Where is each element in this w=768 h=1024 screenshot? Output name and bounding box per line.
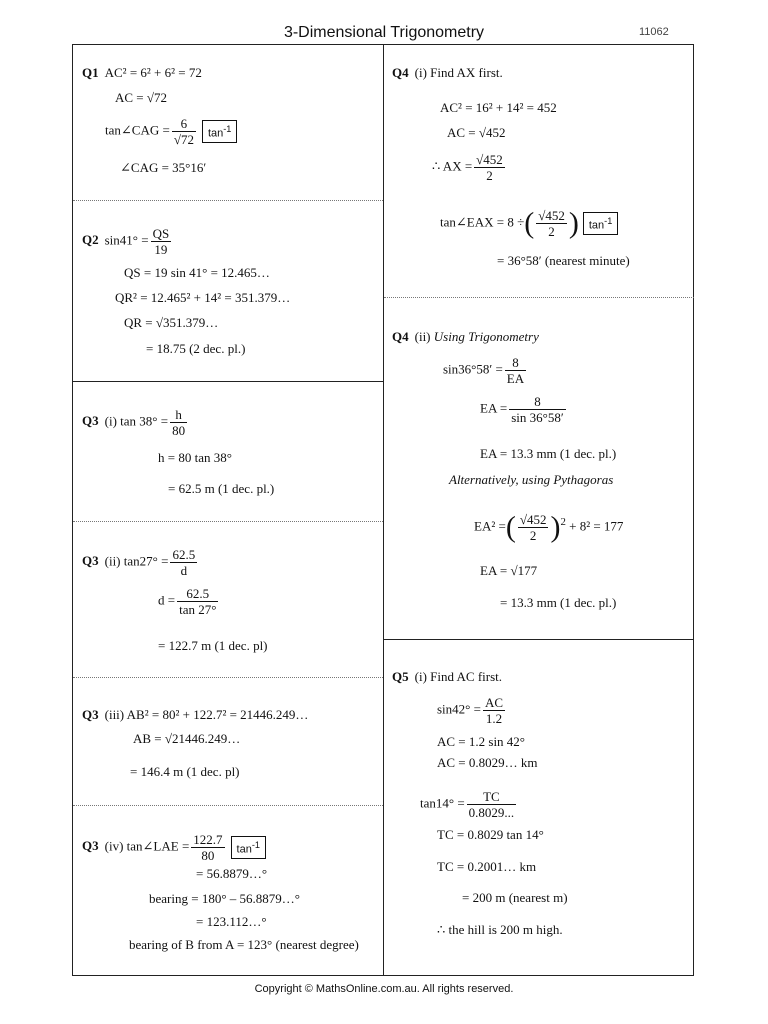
q3iii-label: Q3 — [82, 707, 99, 722]
separator-q3iii-q3iv — [73, 805, 383, 806]
q3i-label: Q3 — [82, 413, 99, 429]
q4i-line-3: ∴ AX = $\frac{√452}{2}$ — [432, 152, 503, 183]
q2-label: Q2 — [82, 232, 99, 248]
q3ii-fraction-1: $\frac{62.5}{d}$ — [172, 547, 196, 578]
q3i-line-1: Q3 (i) tan 38° = $\frac{h}{80}$ — [82, 407, 186, 438]
q1-line-4: ∠CAG = 35°16′ — [120, 160, 207, 175]
q1-line-3: tan∠CAG = $\frac{6}{√72}$ $\tan^{-1}$ — [105, 116, 237, 147]
q4ii-fraction-2: $\frac{8}{\sin 36^\circ 58'}$ — [511, 394, 564, 425]
document-code: 11062 — [639, 26, 669, 38]
q3ii-line-2: d = $\frac{62.5}{\tan 27^\circ}$ — [158, 586, 217, 617]
q2-line-5: = 18.75 (2 dec. pl.) — [146, 341, 246, 356]
q4ii-line-1: sin36°58′ = $\frac{8}{EA}$ — [443, 355, 525, 386]
q3iv-line-4: = 123.112…° — [196, 914, 267, 929]
q4ii-line-4: EA² =( $\frac{√452}{2}$ )$^2$ + 8² = 177 — [474, 510, 624, 544]
q4i-fraction-1: $\frac{√452}{2}$ — [476, 152, 503, 183]
q4i-label: Q4 — [392, 65, 409, 80]
q4ii-line-6: = 13.3 mm (1 dec. pl.) — [500, 595, 617, 610]
q4i-line-5: = 36°58′ (nearest minute) — [497, 253, 630, 268]
q1-line-2: AC = √72 — [115, 90, 168, 105]
q4ii-line-5: EA = √177 — [480, 563, 538, 578]
q2-line-4: QR = √351.379… — [124, 315, 219, 330]
q3ii-line-1: Q3 (ii) tan27° = $\frac{62.5}{d}$ — [82, 547, 196, 578]
q4ii-fraction-1: $\frac{8}{EA}$ — [506, 355, 525, 386]
q4ii-line-intro: Q4 (ii) Using Trigonometry — [392, 329, 539, 344]
q4i-fraction-2: $\frac{√452}{2}$ — [538, 208, 565, 239]
q5-line-6: TC = 0.2001… km — [437, 859, 537, 874]
q2-line-1: Q2 sin41° = $\frac{QS}{19}$ — [82, 226, 170, 257]
separator-q4i-q4ii — [384, 297, 694, 298]
q5-label: Q5 — [392, 669, 409, 684]
q3i-line-2: h = 80 tan 38° — [158, 450, 232, 465]
q5-line-2: AC = 1.2 sin 42° — [437, 734, 526, 749]
q4i-line-1: AC² = 16² + 14² = 452 — [440, 100, 557, 115]
q4ii-line-2: EA = $\frac{8}{\sin 36^\circ 58'}$ — [480, 394, 564, 425]
q5-line-4: tan14° = $\frac{TC}{0.8029...}$ — [420, 789, 515, 820]
copyright-footer: Copyright © MathsOnline.com.au. All rights reserved. — [254, 983, 514, 995]
q3iv-line-5: bearing of B from A = 123° (nearest degree) — [129, 937, 359, 952]
tan-inverse-key: $\tan^{-1}$ — [583, 212, 618, 235]
separator-q3ii-q3iii — [73, 677, 383, 678]
q3i-line-3: = 62.5 m (1 dec. pl.) — [168, 481, 275, 496]
q3iv-label: Q3 — [82, 838, 99, 854]
q5-fraction-1: $\frac{AC}{1.2}$ — [484, 695, 504, 726]
q5-line-1: sin42° = $\frac{AC}{1.2}$ — [437, 695, 504, 726]
q2-line-2: QS = 19 sin 41° = 12.465… — [124, 265, 270, 280]
page-title: 3-Dimensional Trigonometry — [283, 24, 485, 41]
q1-label: Q1 — [82, 65, 99, 80]
q4ii-fraction-3: $\frac{√452}{2}$ — [519, 512, 547, 543]
q3iv-line-2: = 56.8879…° — [196, 866, 268, 881]
q3i-fraction: $\frac{h}{80}$ — [172, 407, 186, 438]
q2-fraction: $\frac{QS}{19}$ — [152, 226, 170, 257]
separator-q2-q3 — [72, 381, 383, 382]
q4ii-label: Q4 — [392, 329, 409, 344]
q4i-line-4: tan∠EAX = 8 ÷( $\frac{√452}{2}$ ) $\tan^{-1}$ — [440, 208, 618, 239]
q5-line-5: TC = 0.8029 tan 14° — [437, 827, 544, 842]
q3ii-label: Q3 — [82, 553, 99, 569]
q5-line-8: ∴ the hill is 200 m high. — [437, 922, 563, 937]
q3iv-fraction: $\frac{122.7}{80}$ — [193, 832, 223, 863]
separator-q1-q2 — [73, 200, 383, 201]
q5-line-intro: Q5 (i) Find AC first. — [392, 669, 503, 684]
q2-line-3: QR² = 12.465² + 14² = 351.379… — [115, 290, 291, 305]
separator-q3i-q3ii — [73, 521, 383, 522]
q1-fraction: $\frac{6}{√72}$ — [173, 116, 194, 147]
tan-inverse-key: $\tan^{-1}$ — [231, 836, 266, 859]
q5-line-7: = 200 m (nearest m) — [462, 890, 568, 905]
q3iv-line-3: bearing = 180° – 56.8879…° — [149, 891, 300, 906]
q5-fraction-2: $\frac{TC}{0.8029...}$ — [468, 789, 515, 820]
column-divider — [383, 44, 384, 976]
q4i-line-intro: Q4 (i) Find AX first. — [392, 65, 503, 80]
q5-line-3: AC = 0.8029… km — [437, 755, 538, 770]
q3ii-line-3: = 122.7 m (1 dec. pl) — [158, 638, 268, 653]
q4ii-line-3: EA = 13.3 mm (1 dec. pl.) — [480, 446, 617, 461]
q3iii-line-2: AB = √21446.249… — [133, 731, 241, 746]
q4ii-alternative: Alternatively, using Pythagoras — [449, 472, 614, 487]
q3ii-fraction-2: $\frac{62.5}{\tan 27^\circ}$ — [179, 586, 217, 617]
q4i-line-2: AC = √452 — [447, 125, 506, 140]
q3iii-line-3: = 146.4 m (1 dec. pl) — [130, 764, 240, 779]
q1-line-1: Q1 AC² = 6² + 6² = 72 — [82, 65, 202, 80]
q3iii-line-1: Q3 (iii) AB² = 80² + 122.7² = 21446.249… — [82, 707, 309, 722]
tan-inverse-key: $\tan^{-1}$ — [202, 120, 237, 143]
q3iv-line-1: Q3 (iv) tan∠LAE = $\frac{122.7}{80}$ $\tan^{-1}$ — [82, 832, 266, 863]
separator-q4-q5 — [383, 639, 694, 640]
